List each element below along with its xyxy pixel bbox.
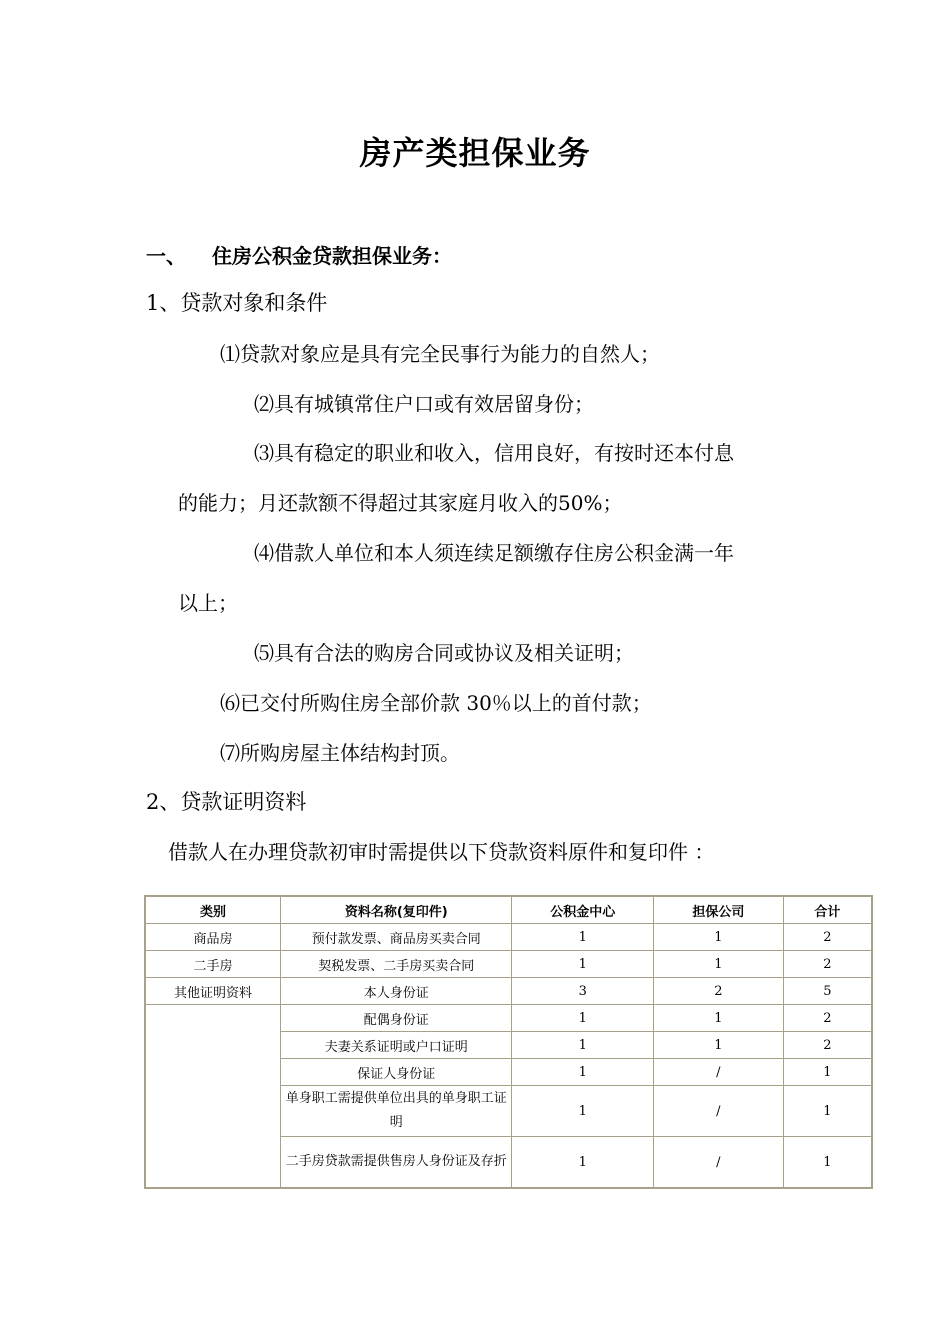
cell-total: 5 (783, 978, 872, 1005)
cell-category: 商品房 (145, 924, 281, 951)
cell-document: 保证人身份证 (281, 1059, 512, 1086)
condition-4-line2: 以上； (178, 591, 238, 615)
cell-total: 2 (783, 1005, 872, 1032)
table-row (145, 951, 872, 978)
cell-fund-center: 3 (512, 978, 654, 1005)
cell-fund-center: 1 (512, 951, 654, 978)
cell-total: 2 (783, 1032, 872, 1059)
section-heading: 住房公积金贷款担保业务： (212, 244, 452, 268)
condition-5: ⑸具有合法的购房合同或协议及相关证明； (254, 641, 634, 665)
condition-2: ⑵具有城镇常住户口或有效居留身份； (254, 392, 594, 416)
condition-4-line1: ⑷借款人单位和本人须连续足额缴存住房公积金满一年 (254, 541, 734, 565)
cell-fund-center: 1 (512, 1032, 654, 1059)
header-document-name: 资料名称(复印件) (281, 896, 512, 924)
condition-6: ⑹已交付所购住房全部价款 30％以上的首付款； (220, 691, 652, 715)
cell-category-empty (145, 1005, 281, 1189)
cell-total: 2 (783, 924, 872, 951)
header-fund-center: 公积金中心 (512, 896, 654, 924)
cell-document: 契税发票、二手房买卖合同 (281, 951, 512, 978)
condition-7: ⑺所购房屋主体结构封顶。 (220, 741, 460, 765)
cell-fund-center: 1 (512, 1086, 654, 1137)
header-guarantee-company: 担保公司 (654, 896, 784, 924)
cell-document: 预付款发票、商品房买卖合同 (281, 924, 512, 951)
cell-total: 1 (783, 1086, 872, 1137)
table-row (145, 924, 872, 951)
cell-guarantee: / (654, 1086, 784, 1137)
cell-guarantee: 1 (654, 1005, 784, 1032)
cell-document: 二手房贷款需提供售房人身份证及存折 (281, 1137, 512, 1189)
cell-guarantee: 2 (654, 978, 784, 1005)
cell-category: 二手房 (145, 951, 281, 978)
condition-3-line2: 的能力；月还款额不得超过其家庭月收入的50%； (178, 491, 623, 515)
table-header-row (145, 896, 872, 924)
condition-3-line1: ⑶具有稳定的职业和收入，信用良好，有按时还本付息 (254, 441, 734, 465)
header-category: 类别 (145, 896, 281, 924)
cell-document: 夫妻关系证明或户口证明 (281, 1032, 512, 1059)
page-title: 房产类担保业务 (359, 134, 591, 172)
cell-guarantee: / (654, 1137, 784, 1189)
cell-total: 1 (783, 1137, 872, 1189)
part2-heading: 2、贷款证明资料 (146, 790, 307, 814)
section-number: 一、 (146, 244, 186, 268)
cell-fund-center: 1 (512, 924, 654, 951)
cell-guarantee: 1 (654, 951, 784, 978)
table-row (145, 1005, 872, 1032)
condition-1: ⑴贷款对象应是具有完全民事行为能力的自然人； (220, 342, 660, 366)
table-row (145, 978, 872, 1005)
cell-fund-center: 1 (512, 1059, 654, 1086)
cell-guarantee: / (654, 1059, 784, 1086)
cell-total: 2 (783, 951, 872, 978)
part2-intro: 借款人在办理贷款初审时需提供以下贷款资料原件和复印件 ： (168, 840, 715, 864)
materials-table (144, 895, 873, 1189)
cell-document: 本人身份证 (281, 978, 512, 1005)
cell-guarantee: 1 (654, 1032, 784, 1059)
cell-document: 配偶身份证 (281, 1005, 512, 1032)
cell-fund-center: 1 (512, 1137, 654, 1189)
cell-category: 其他证明资料 (145, 978, 281, 1005)
cell-guarantee: 1 (654, 924, 784, 951)
part1-heading: 1、贷款对象和条件 (146, 291, 328, 315)
cell-total: 1 (783, 1059, 872, 1086)
header-total: 合计 (783, 896, 872, 924)
cell-document: 单身职工需提供单位出具的单身职工证明 (281, 1086, 512, 1137)
cell-fund-center: 1 (512, 1005, 654, 1032)
